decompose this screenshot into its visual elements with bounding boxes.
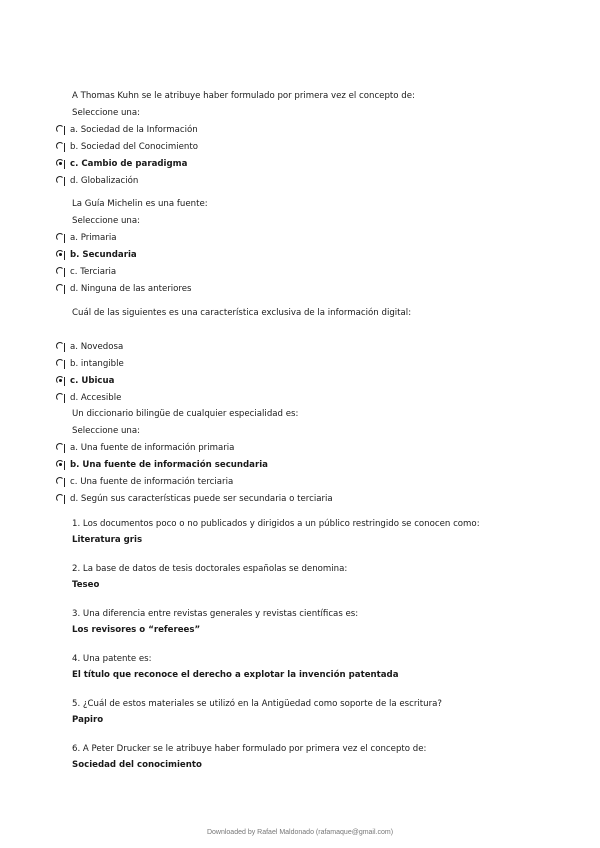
option-a[interactable]: a. Una fuente de información primaria (54, 440, 574, 457)
radio-selected-icon[interactable] (56, 460, 64, 468)
mc-question-2 (54, 196, 574, 298)
radio-icon[interactable] (56, 494, 64, 502)
radio-icon[interactable] (56, 142, 64, 150)
question-text: A Thomas Kuhn se le atribuye haber formulado por primera vez el concepto de: (72, 91, 415, 101)
option-c[interactable]: c. Una fuente de información terciaria (54, 474, 574, 491)
option-c[interactable]: c. Cambio de paradigma (54, 156, 574, 173)
mc-question-1 (54, 88, 574, 190)
radio-icon[interactable] (56, 342, 64, 350)
option-c[interactable]: c. Ubicua (54, 373, 574, 390)
download-footer: Downloaded by Rafael Maldonado (rafamaque@gmail.com) (206, 829, 394, 836)
option-d[interactable]: d. Ninguna de las anteriores (54, 281, 574, 298)
option-d[interactable]: d. Accesible (54, 390, 574, 407)
option-a[interactable]: a. Novedosa (54, 339, 574, 356)
answer-text: Papiro (72, 715, 104, 725)
radio-icon[interactable] (56, 477, 64, 485)
answer-text: Teseo (72, 580, 100, 590)
radio-icon[interactable] (56, 284, 64, 292)
radio-selected-icon[interactable] (56, 376, 64, 384)
numbered-question-2 (72, 561, 572, 593)
option-a[interactable]: a. Sociedad de la Información (54, 122, 574, 139)
question-text: 5. ¿Cuál de estos materiales se utilizó en la Antigüedad como soporte de la escritura? (72, 699, 442, 709)
radio-icon[interactable] (56, 176, 64, 184)
option-b[interactable]: b. Sociedad del Conocimiento (54, 139, 574, 156)
question-text: 2. La base de datos de tesis doctorales españolas se denomina: (72, 564, 348, 574)
option-d[interactable]: d. Globalización (54, 173, 574, 190)
question-text: La Guía Michelin es una fuente: (72, 199, 208, 209)
question-text: Un diccionario bilingüe de cualquier especialidad es: (72, 409, 299, 419)
mc-question-4 (54, 406, 574, 508)
radio-selected-icon[interactable] (56, 159, 64, 167)
radio-icon[interactable] (56, 125, 64, 133)
question-text: 4. Una patente es: (72, 654, 152, 664)
numbered-question-4 (72, 651, 572, 683)
option-d[interactable]: d. Según sus características puede ser secundaria o terciaria (54, 491, 574, 508)
question-text: 6. A Peter Drucker se le atribuye haber formulado por primera vez el concepto de: (72, 744, 427, 754)
radio-icon[interactable] (56, 393, 64, 401)
option-a[interactable]: a. Primaria (54, 230, 574, 247)
answer-text: Sociedad del conocimiento (72, 760, 202, 770)
question-prompt: Seleccione una: (72, 426, 141, 436)
question-text: Cuál de las siguientes es una característica exclusiva de la información digital: (72, 308, 412, 318)
radio-icon[interactable] (56, 267, 64, 275)
radio-selected-icon[interactable] (56, 250, 64, 258)
question-prompt: Seleccione una: (72, 108, 141, 118)
mc-question-3 (54, 305, 574, 407)
numbered-question-3 (72, 606, 572, 638)
option-b[interactable]: b. Una fuente de información secundaria (54, 457, 574, 474)
question-text: 3. Una diferencia entre revistas generales y revistas científicas es: (72, 609, 359, 619)
radio-icon[interactable] (56, 443, 64, 451)
answer-text: El título que reconoce el derecho a explotar la invención patentada (72, 670, 399, 680)
question-prompt: Seleccione una: (72, 216, 141, 226)
option-b[interactable]: b. Secundaria (54, 247, 574, 264)
radio-icon[interactable] (56, 233, 64, 241)
numbered-question-5 (72, 696, 572, 728)
option-b[interactable]: b. intangible (54, 356, 574, 373)
numbered-question-1 (72, 516, 572, 548)
question-text: 1. Los documentos poco o no publicados y dirigidos a un público restringido se conocen como: (72, 519, 480, 529)
answer-text: Literatura gris (72, 535, 143, 545)
option-c[interactable]: c. Terciaria (54, 264, 574, 281)
question-prompt (54, 322, 574, 339)
answer-text: Los revisores o “referees” (72, 625, 201, 635)
numbered-question-6 (72, 741, 572, 773)
radio-icon[interactable] (56, 359, 64, 367)
